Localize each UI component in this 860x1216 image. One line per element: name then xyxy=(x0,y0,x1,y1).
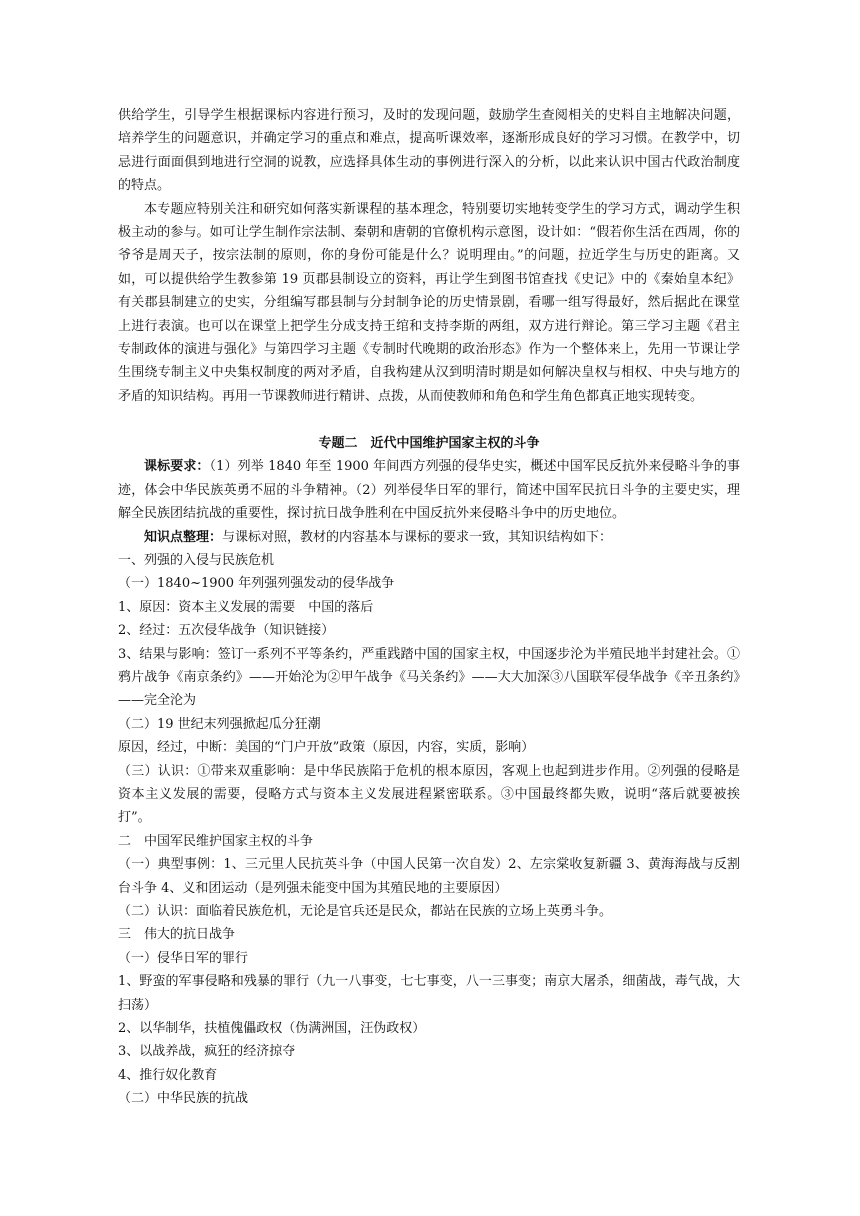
outline-line: 三 伟大的抗日战争 xyxy=(118,927,236,943)
outline-line: （二）认识：面临着民族危机，无论是官兵还是民众，都站在民族的立场上英勇斗争。 xyxy=(118,904,613,919)
knowledge-text: 与课标对照，教材的内容基本与课标的要求一致，其知识结构如下： xyxy=(222,529,613,545)
outline-line: （一）1840~1900 年列强列强发动的侵华战争 xyxy=(118,576,395,592)
outline-line: （三）认识：①带来双重影响：是中华民族陷于危机的根本原因，客观上也起到进步作用。②列强的侵略是资本主义发展的需要，侵略方式与资本主义发展进程紧密联系。③中国最终都失败，说明“落后就要被挨打”。 xyxy=(118,763,740,826)
intro-paragraph-2: 本专题应特别关注和研究如何落实新课程的基本理念，特别要切实地转变学生的学习方式，调动学生积极主动的参与。如可让学生制作宗法制、秦朝和唐朝的官僚机构示意图，设计如：“假若你生活在西周，你的爷爷是周天子，按宗法制的原则，你的身份可能是什么？说明理由。”的问题，拉近学生与历史的距离。又如，可以提供给学生教参第 19 页郡县制设立的资料，再让学生到图书馆查找《史记》中的《秦始皇本纪》有关郡县制建立的史实，分组编写郡县制与分封制争论的历史情景剧，看哪一组写得最好，然后据此在课堂上进行表演。也可以在课堂上把学生分成支持王绾和支持李斯的两组，双方进行辩论。第三学习主题《君主专制政体的演进与强化》与第四学习主题《专制时代晚期的政治形态》作为一个整体来上，先用一节课让学生围绕专制主义中央集权制度的两对矛盾，自我构建从汉到明清时期是如何解决皇权与相权、中央与地方的矛盾的知识结构。再用一节课教师进行精讲、点拨，从而使教师和角色和学生角色都真正地实现转变。 xyxy=(118,201,740,404)
outline-line: （二）19 世纪末列强掀起瓜分狂潮 xyxy=(118,716,321,732)
standard-text: （1）列举 1840 年至 1900 年间西方列强的侵华史实，概述中国军民反抗外来侵略斗争的事迹，体会中华民族英勇不屈的斗争精神。（2）列举侵华日军的罪行，简述中国军民抗日斗争的主要史实，理解全民族团结抗战的重要性，探讨抗日战争胜利在中国反抗外来侵略斗争中的历史地位。 xyxy=(118,459,740,522)
outline-line: 3、结果与影响：签订一系列不平等条约，严重践踏中国的国家主权，中国逐步沦为半殖民地半封建社会。①鸦片战争《南京条约》——开始沦为②甲午战争《马关条约》——大大加深③八国联军侵华战争《辛丑条约》——完全沦为 xyxy=(118,646,740,709)
outline-line: 2、以华制华，扶植傀儡政权（伪满洲国，汪伪政权） xyxy=(118,1021,426,1037)
outline-line: 二 中国军民维护国家主权的斗争 xyxy=(118,833,314,849)
outline-line: 原因，经过，中断：美国的“门户开放”政策（原因，内容，实质，影响） xyxy=(118,740,535,756)
outline-line: （二）中华民族的抗战 xyxy=(118,1091,249,1107)
outline-line: 2、经过：五次侵华战争（知识链接） xyxy=(118,623,335,639)
standard-paragraph xyxy=(118,455,740,525)
outline-line: 1、野蛮的军事侵略和残暴的罪行（九一八事变，七七事变，八一三事变；南京大屠杀，细菌战，毒气战，大扫荡） xyxy=(118,974,740,1013)
knowledge-paragraph xyxy=(118,526,740,549)
document-page xyxy=(118,104,740,1111)
outline-line: 3、以战养战，疯狂的经济掠夺 xyxy=(118,1044,296,1060)
outline-line: 1、原因：资本主义发展的需要 中国的落后 xyxy=(118,599,374,615)
section-gap xyxy=(118,408,740,432)
section-title: 专题二 近代中国维护国家主权的斗争 xyxy=(318,436,540,452)
intro-paragraph-1: 供给学生，引导学生根据课标内容进行预习，及时的发现问题，鼓励学生查阅相关的史料自主地解决问题，培养学生的问题意识，并确定学习的重点和难点，提高听课效率，逐渐形成良好的学习习惯。在教学中，切忌进行面面俱到地进行空洞的说教，应选择具体生动的事例进行深入的分析，以此来认识中国古代政治制度的特点。 xyxy=(118,108,740,194)
outline-line: （一）典型事例：1、三元里人民抗英斗争（中国人民第一次自发）2、左宗棠收复新疆 3、黄海海战与反割台斗争 4、义和团运动（是列强未能变中国为其殖民地的主要原因） xyxy=(118,857,740,896)
outline-line: （一）侵华日军的罪行 xyxy=(118,950,249,966)
outline-line: 一、列强的入侵与民族危机 xyxy=(118,552,275,568)
standard-lead: 课标要求： xyxy=(144,459,210,475)
knowledge-lead: 知识点整理： xyxy=(144,529,223,545)
outline-line: 4、推行奴化教育 xyxy=(118,1067,218,1083)
